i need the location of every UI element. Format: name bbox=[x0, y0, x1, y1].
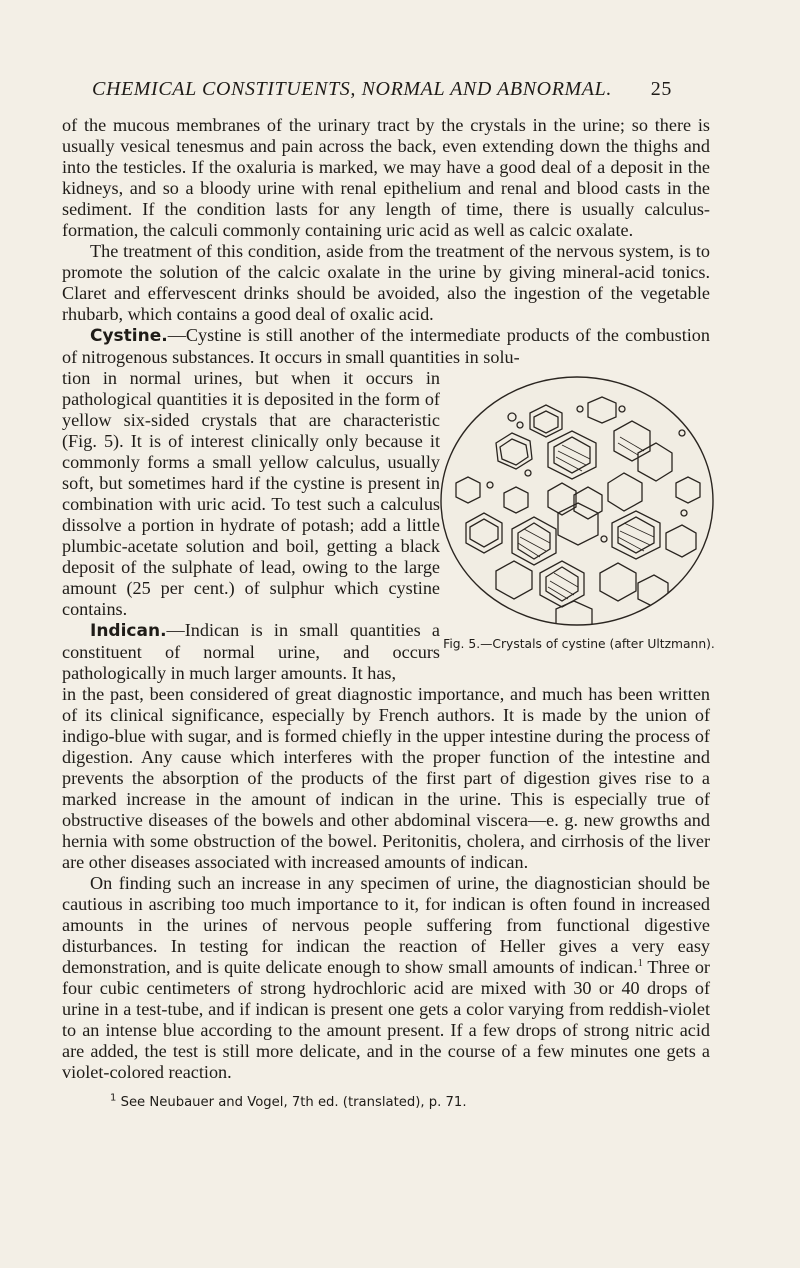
section-heading-cystine: Cystine. bbox=[90, 326, 168, 346]
cystine-crystals-illustration bbox=[438, 373, 716, 631]
figure-5 bbox=[438, 373, 716, 651]
paragraph-indican-body: in the past, been considered of great diagnostic importance, and much has been written of its clinical significance, especially by French authors. It is made by the union of indigo-blue with sugar, and is formed chiefly in the upper intestine during the process of digestion. Any cause which interferes with the proper function of the intestine and prevents the absorption of the products of the first part of digestion gives rise to a marked increase in the amount of indican in the urine. This is especially true of obstructive diseases of the bowels and other abdominal viscera—e. g. new growths and hernia with some obstruction of the bowel. Peritonitis, cholera, and cirrhosis of the liver are other diseases associated with increased amounts of indican. bbox=[62, 684, 710, 872]
running-header bbox=[92, 78, 672, 101]
figure-caption: Fig. 5.—Crystals of cystine (after Ultzmann). bbox=[443, 637, 715, 651]
footnote-text: See Neubauer and Vogel, 7th ed. (translated), p. 71. bbox=[116, 1095, 467, 1110]
footnote bbox=[110, 1092, 710, 1110]
footnote-marker: 1 bbox=[110, 1092, 117, 1104]
running-title: CHEMICAL CONSTITUENTS, NORMAL AND ABNORMAL. bbox=[92, 78, 612, 100]
section-heading-indican: Indican. bbox=[90, 621, 167, 641]
paragraph-cystine-body: tion in normal urines, but when it occurs in pathological quantities it is deposited in the form of yellow six-sided crystals that are characteristic (Fig. 5). It is of interest clinically only because it commonly forms a small yellow calculus, usually soft, but sometimes hard if the cystine is present in combination with uric acid. To test such a calculus dissolve a portion in hydrate of potash; add a little plumbic-acetate solution and boil, getting a black deposit of the sulphate of lead, owing to the large amount (25 per cent.) of sulphur which cystine contains. bbox=[62, 368, 440, 619]
paragraph-oxaluria: of the mucous membranes of the urinary tract by the crystals in the urine; so there is usually vesical tenesmus and pain across the back, even extending down the thighs and into the testicles. If the oxaluria is marked, we may have a good deal of a deposit in the kidneys, and so a bloody urine with renal epithelium and renal and blood casts in the sediment. If the condition lasts for any length of time, there is usually calculus-formation, the calculi commonly containing uric acid as well as calcic oxalate. bbox=[62, 115, 710, 240]
paragraph-indican-intro: Indican.—Indican is in small quantities a constituent of normal urine, and occurs pathologically in much larger amounts. It has, bbox=[62, 620, 440, 683]
paragraph-heller-test: On finding such an increase in any specimen of urine, the diagnostician should be cautious in ascribing too much importance to it, for indican is often found in increased amounts in the urines of nervous people suffering from functional digestive disturbances. In testing for indican the reaction of Heller gives a very easy demonstration, and is quite delicate enough to show small amounts of indican.$^1$ Three or four cubic centimeters of strong hydrochloric acid are mixed with 30 or 40 drops of urine in a test-tube, and if indican is present one gets a color varying from reddish-violet to an intense blue according to the amount present. If a few drops of strong nitric acid are added, the test is still more delicate, and in the course of a few minutes one gets a violet-colored reaction. bbox=[62, 873, 710, 1082]
footnote-reference: 1 bbox=[637, 957, 643, 969]
paragraph-treatment: The treatment of this condition, aside from the treatment of the nervous system, is to promote the solution of the calcic oxalate in the urine by giving mineral-acid tonics. Claret and effervescent drinks should be avoided, also the ingestion of the vegetable rhubarb, which contains a good deal of oxalic acid. bbox=[62, 241, 710, 324]
page-number: 25 bbox=[650, 78, 672, 100]
paragraph-cystine-intro: Cystine.—Cystine is still another of the intermediate products of the combustion of nitrogenous substances. It occurs in small quantities in solu- bbox=[62, 325, 710, 367]
